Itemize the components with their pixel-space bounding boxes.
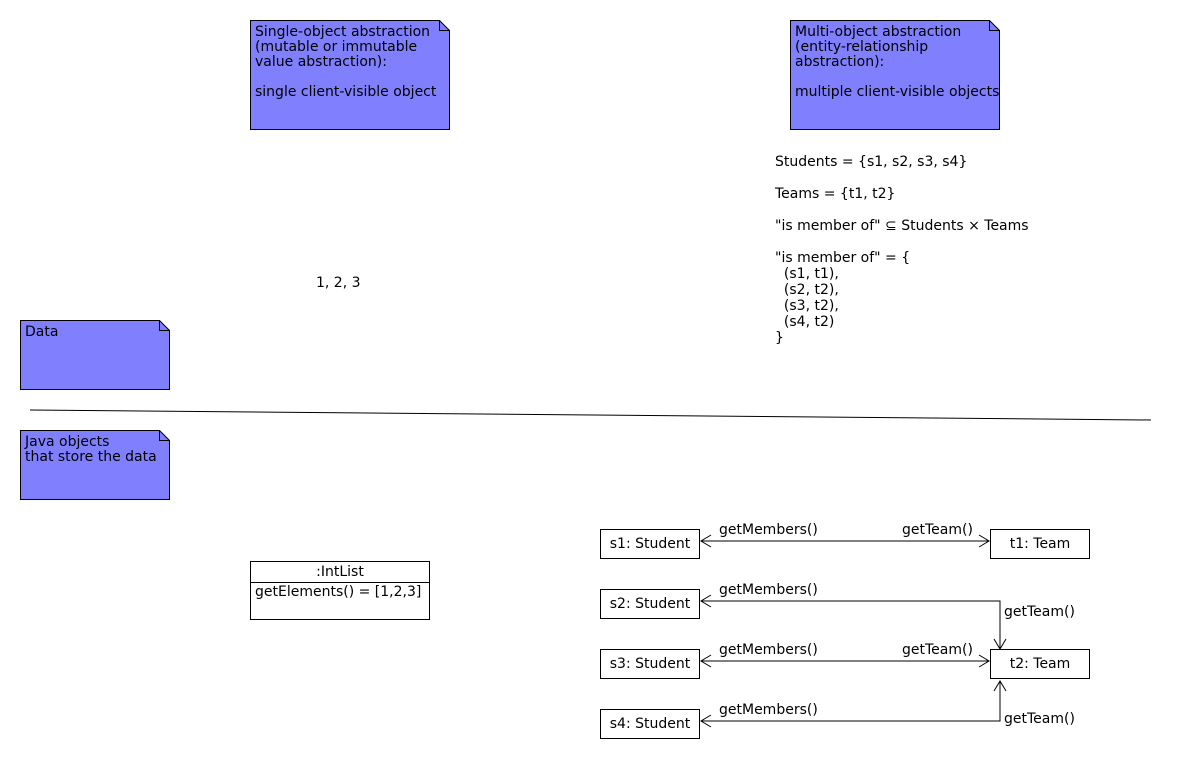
students-set-text: Students = {s1, s2, s3, s4} — [775, 154, 968, 170]
single-value-text: 1, 2, 3 — [316, 275, 361, 291]
object-s1 — [600, 529, 700, 559]
object-s4-label: s4: Student — [609, 716, 691, 732]
relation-type-text: "is member of" ⊆ Students × Teams — [775, 218, 1029, 234]
separator-line — [30, 410, 1151, 420]
link-s4-get-members-label: getMembers() — [719, 702, 818, 718]
relation-value-text: "is member of" = { (s1, t1), (s2, t2), (s3, t2), (s4, t2) } — [775, 250, 911, 346]
link-s3-get-members-label: getMembers() — [719, 642, 818, 658]
link-s2-get-members-label: getMembers() — [719, 582, 818, 598]
note-multi-object-text: Multi-object abstraction (entity-relationship abstraction): multiple client-visible objects — [795, 24, 1000, 100]
link-s2-t2 — [701, 595, 1006, 649]
object-s2 — [600, 589, 700, 619]
intlist-title: :IntList — [251, 562, 429, 583]
note-data-text: Data — [25, 324, 59, 340]
object-s1-label: s1: Student — [609, 536, 691, 552]
intlist-object — [250, 561, 430, 620]
note-multi-object — [790, 20, 1000, 130]
link-s1-get-members-label: getMembers() — [719, 522, 818, 538]
object-t1 — [990, 529, 1090, 559]
object-t2 — [990, 649, 1090, 679]
object-t1-label: t1: Team — [1009, 536, 1071, 552]
intlist-body: getElements() = [1,2,3] — [255, 584, 422, 600]
link-s4-get-team-label: getTeam() — [1004, 711, 1075, 727]
object-s2-label: s2: Student — [609, 596, 691, 612]
teams-set-text: Teams = {t1, t2} — [775, 186, 896, 202]
object-s3 — [600, 649, 700, 679]
note-java-objects — [20, 430, 170, 500]
note-single-object-text: Single-object abstraction (mutable or immutable value abstraction): single client-visible object — [255, 24, 437, 100]
object-s4 — [600, 709, 700, 739]
link-s2-get-team-label: getTeam() — [1004, 604, 1075, 620]
link-t1-get-team-label: getTeam() — [902, 522, 973, 538]
note-java-objects-text: Java objects that store the data — [25, 434, 157, 465]
note-data — [20, 320, 170, 390]
note-single-object — [250, 20, 450, 130]
object-s3-label: s3: Student — [609, 656, 691, 672]
link-s3-get-team-label: getTeam() — [902, 642, 973, 658]
object-t2-label: t2: Team — [1009, 656, 1071, 672]
